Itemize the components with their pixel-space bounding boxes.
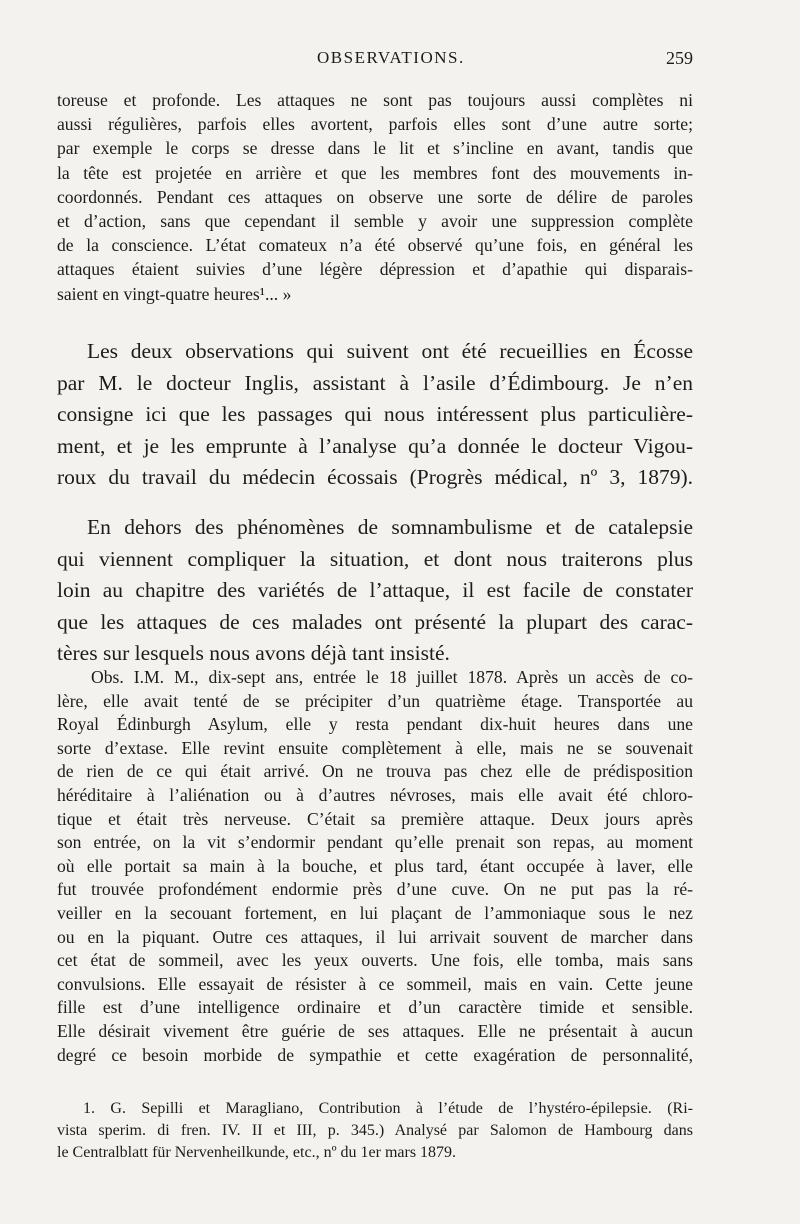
text-line: Elle désirait vivement être guérie de ses attaques. Elle ne présentait à aucun (57, 1020, 693, 1041)
text-line: lère, elle avait tenté de se précipiter d’un quatrième étage. Transportée au (57, 690, 693, 711)
text-line: héréditaire à l’aliénation ou à d’autres névroses, mais elle avait été chloro- (57, 784, 693, 805)
text-line: convulsions. Elle essayait de résister à ce sommeil, mais en vain. Cette jeune (57, 973, 693, 994)
footnote-line: 1. G. Sepilli et Maragliano, Contribution à l’étude de l’hystéro-épilepsie. (Ri- (83, 1100, 693, 1117)
text-line: En dehors des phénomènes de somnambulisme et de catalepsie (87, 515, 693, 539)
text-line: qui viennent compliquer la situation, et dont nous traiterons plus (57, 546, 693, 571)
text-line: loin au chapitre des variétés de l’attaque, il est facile de constater (57, 578, 693, 603)
text-line: ment, et je les emprunte à l’analyse qu’a donnée le docteur Vigou- (57, 433, 693, 458)
text-line: ou en la piquant. Outre ces attaques, il lui arrivait souvent de marcher dans (57, 926, 693, 947)
text-line: par M. le docteur Inglis, assistant à l’asile d’Édimbourg. Je n’en (57, 370, 693, 395)
text-line: coordonnés. Pendant ces attaques on observe une sorte de délire de paroles (57, 186, 693, 207)
paragraph-somnambulisme (57, 512, 693, 670)
text-line: où elle portait sa main à la bouche, et plus tard, étant occupée à laver, elle (57, 855, 693, 876)
footnote-line: le Centralblatt für Nervenheilkunde, etc., nº du 1er mars 1879. (57, 1144, 457, 1161)
text-line: sorte d’extase. Elle revint ensuite complètement à elle, mais ne se souvenait (57, 737, 693, 758)
text-line: veiller en la secouant fortement, en lui plaçant de l’ammoniaque sous le nez (57, 902, 693, 923)
text-line: son entrée, on la vit s’endormir pendant qu’elle prenait son repas, au moment (57, 832, 693, 853)
running-header (57, 48, 693, 74)
text-line: degré ce besoin morbide de sympathie et cette exagération de personnalité, (57, 1044, 693, 1065)
text-line: tères sur lesquels nous avons déjà tant insisté. (57, 641, 450, 666)
text-line: Obs. I.M. M., dix-sept ans, entrée le 18 juillet 1878. Après un accès de co- (91, 667, 693, 687)
text-line: de la conscience. L’état comateux n’a été observé qu’une fois, en général les (57, 235, 693, 256)
text-line: consigne ici que les passages qui nous intéressent plus particulière- (57, 402, 693, 427)
text-line: par exemple le corps se dresse dans le lit et s’incline en avant, tandis que (57, 138, 693, 159)
text-line: de rien de ce qui était arrivé. On ne trouva pas chez elle de prédisposition (57, 761, 693, 782)
text-line: fut trouvée profondément endormie près d’une cuve. On ne put pas la ré- (57, 879, 693, 900)
text-line: que les attaques de ces malades ont présenté la plupart des carac- (57, 609, 693, 634)
footnote-line: vista sperim. di fren. IV. II et III, p. 345.) Analysé par Salomon de Hambourg dans (57, 1122, 693, 1139)
footnote (57, 1098, 693, 1164)
text-line: saient en vingt-quatre heures¹... » (57, 283, 292, 304)
text-line: toreuse et profonde. Les attaques ne sont pas toujours aussi complètes ni (57, 90, 693, 110)
running-title: OBSERVATIONS. (317, 48, 465, 67)
paragraph-inglis (57, 336, 693, 494)
text-line: Royal Édinburgh Asylum, elle y resta pendant dix-huit heures dans une (57, 714, 693, 735)
text-line: cet état de sommeil, avec les yeux ouverts. Une fois, elle tomba, mais sans (57, 950, 693, 971)
text-line: Les deux observations qui suivent ont été recueillies en Écosse (87, 339, 693, 363)
text-line: roux du travail du médecin écossais (Progrès médical, nº 3, 1879). (57, 465, 693, 490)
paragraph-observation (57, 666, 693, 1067)
text-line: la tête est projetée en arrière et que les membres font des mouvements in- (57, 162, 693, 183)
text-line: et d’action, sans que cependant il semble y avoir une suppression complète (57, 211, 693, 232)
paragraph-continuation (57, 88, 693, 306)
text-line: attaques étaient suivies d’une légère dépression et d’apathie qui disparais- (57, 259, 693, 280)
page-number: 259 (666, 48, 693, 68)
text-line: fille est d’une intelligence ordinaire et d’un caractère timide et sensible. (57, 997, 693, 1018)
text-line: tique et était très nerveuse. C’était sa première attaque. Deux jours après (57, 808, 693, 829)
text-line: aussi régulières, parfois elles avortent, parfois elles sont d’une autre sorte; (57, 114, 693, 135)
